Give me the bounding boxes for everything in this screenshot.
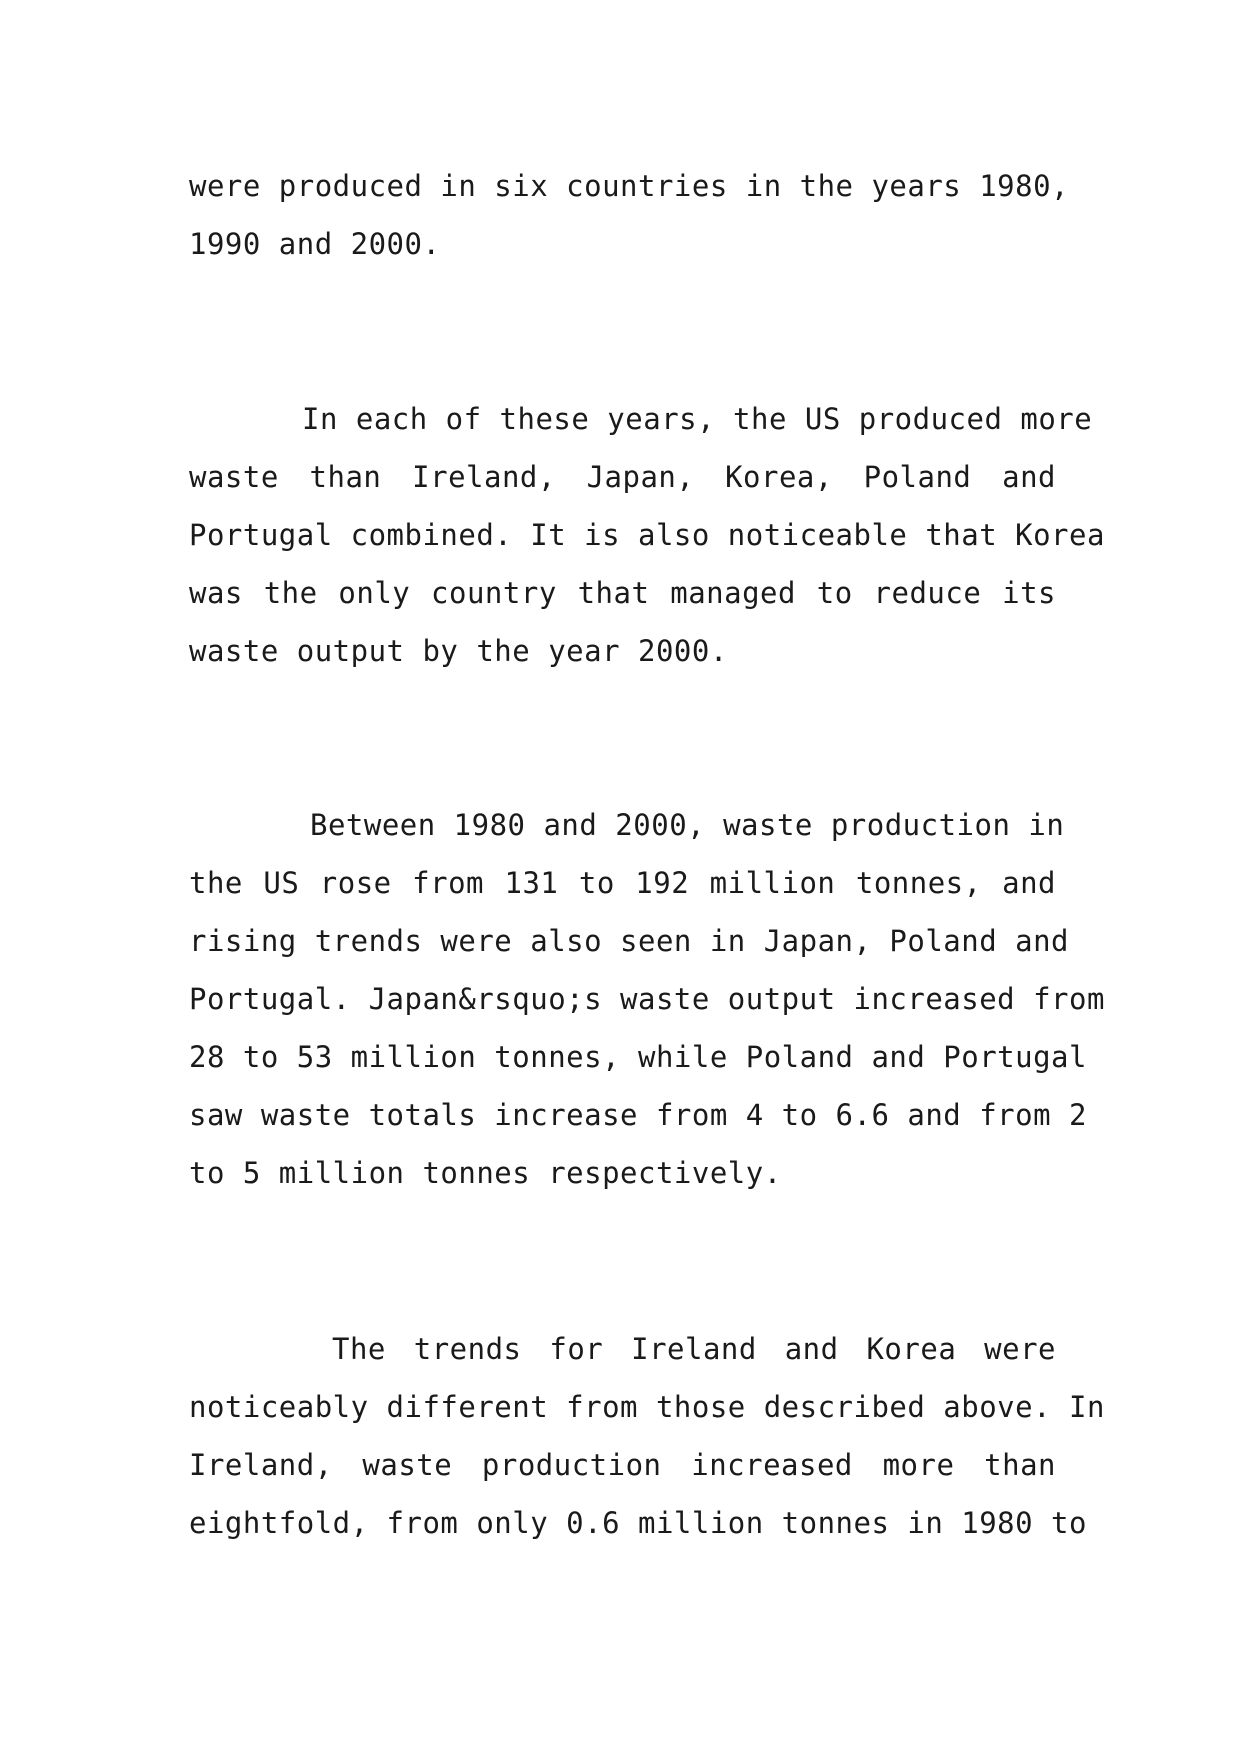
paragraph-1-line-1: were produced in six countries in the years 1980, (189, 169, 1070, 203)
paragraph-2-line-2: waste than Ireland, Japan, Korea, Poland and (189, 460, 1056, 494)
paragraph-2-line-3: Portugal combined. It is also noticeable that Korea (189, 518, 1105, 552)
paragraph-3-line-6: saw waste totals increase from 4 to 6.6 and from 2 (189, 1098, 1087, 1132)
paragraph-2-line-1: In each of these years, the US produced more (302, 402, 1093, 436)
paragraph-2-line-4: was the only country that managed to reduce its (189, 576, 1056, 610)
paragraph-1-line-2: 1990 and 2000. (189, 227, 441, 261)
paragraph-3-line-1: Between 1980 and 2000, waste production in (310, 808, 1065, 842)
paragraph-3-line-2: the US rose from 131 to 192 million tonnes, and (189, 866, 1056, 900)
paragraph-4-line-4: eightfold, from only 0.6 million tonnes in 1980 to (189, 1506, 1087, 1540)
paragraph-3-line-7: to 5 million tonnes respectively. (189, 1156, 782, 1190)
paragraph-4-line-3: Ireland, waste production increased more than (189, 1448, 1056, 1482)
paragraph-3-line-3: rising trends were also seen in Japan, Poland and (189, 924, 1070, 958)
paragraph-3-line-4: Portugal. Japan&rsquo;s waste output increased from (189, 982, 1105, 1016)
paragraph-4-line-1: The trends for Ireland and Korea were (332, 1332, 1056, 1366)
paragraph-3-line-5: 28 to 53 million tonnes, while Poland and Portugal (189, 1040, 1087, 1074)
paragraph-4-line-2: noticeably different from those described above. In (189, 1390, 1105, 1424)
paragraph-2-line-5: waste output by the year 2000. (189, 634, 728, 668)
